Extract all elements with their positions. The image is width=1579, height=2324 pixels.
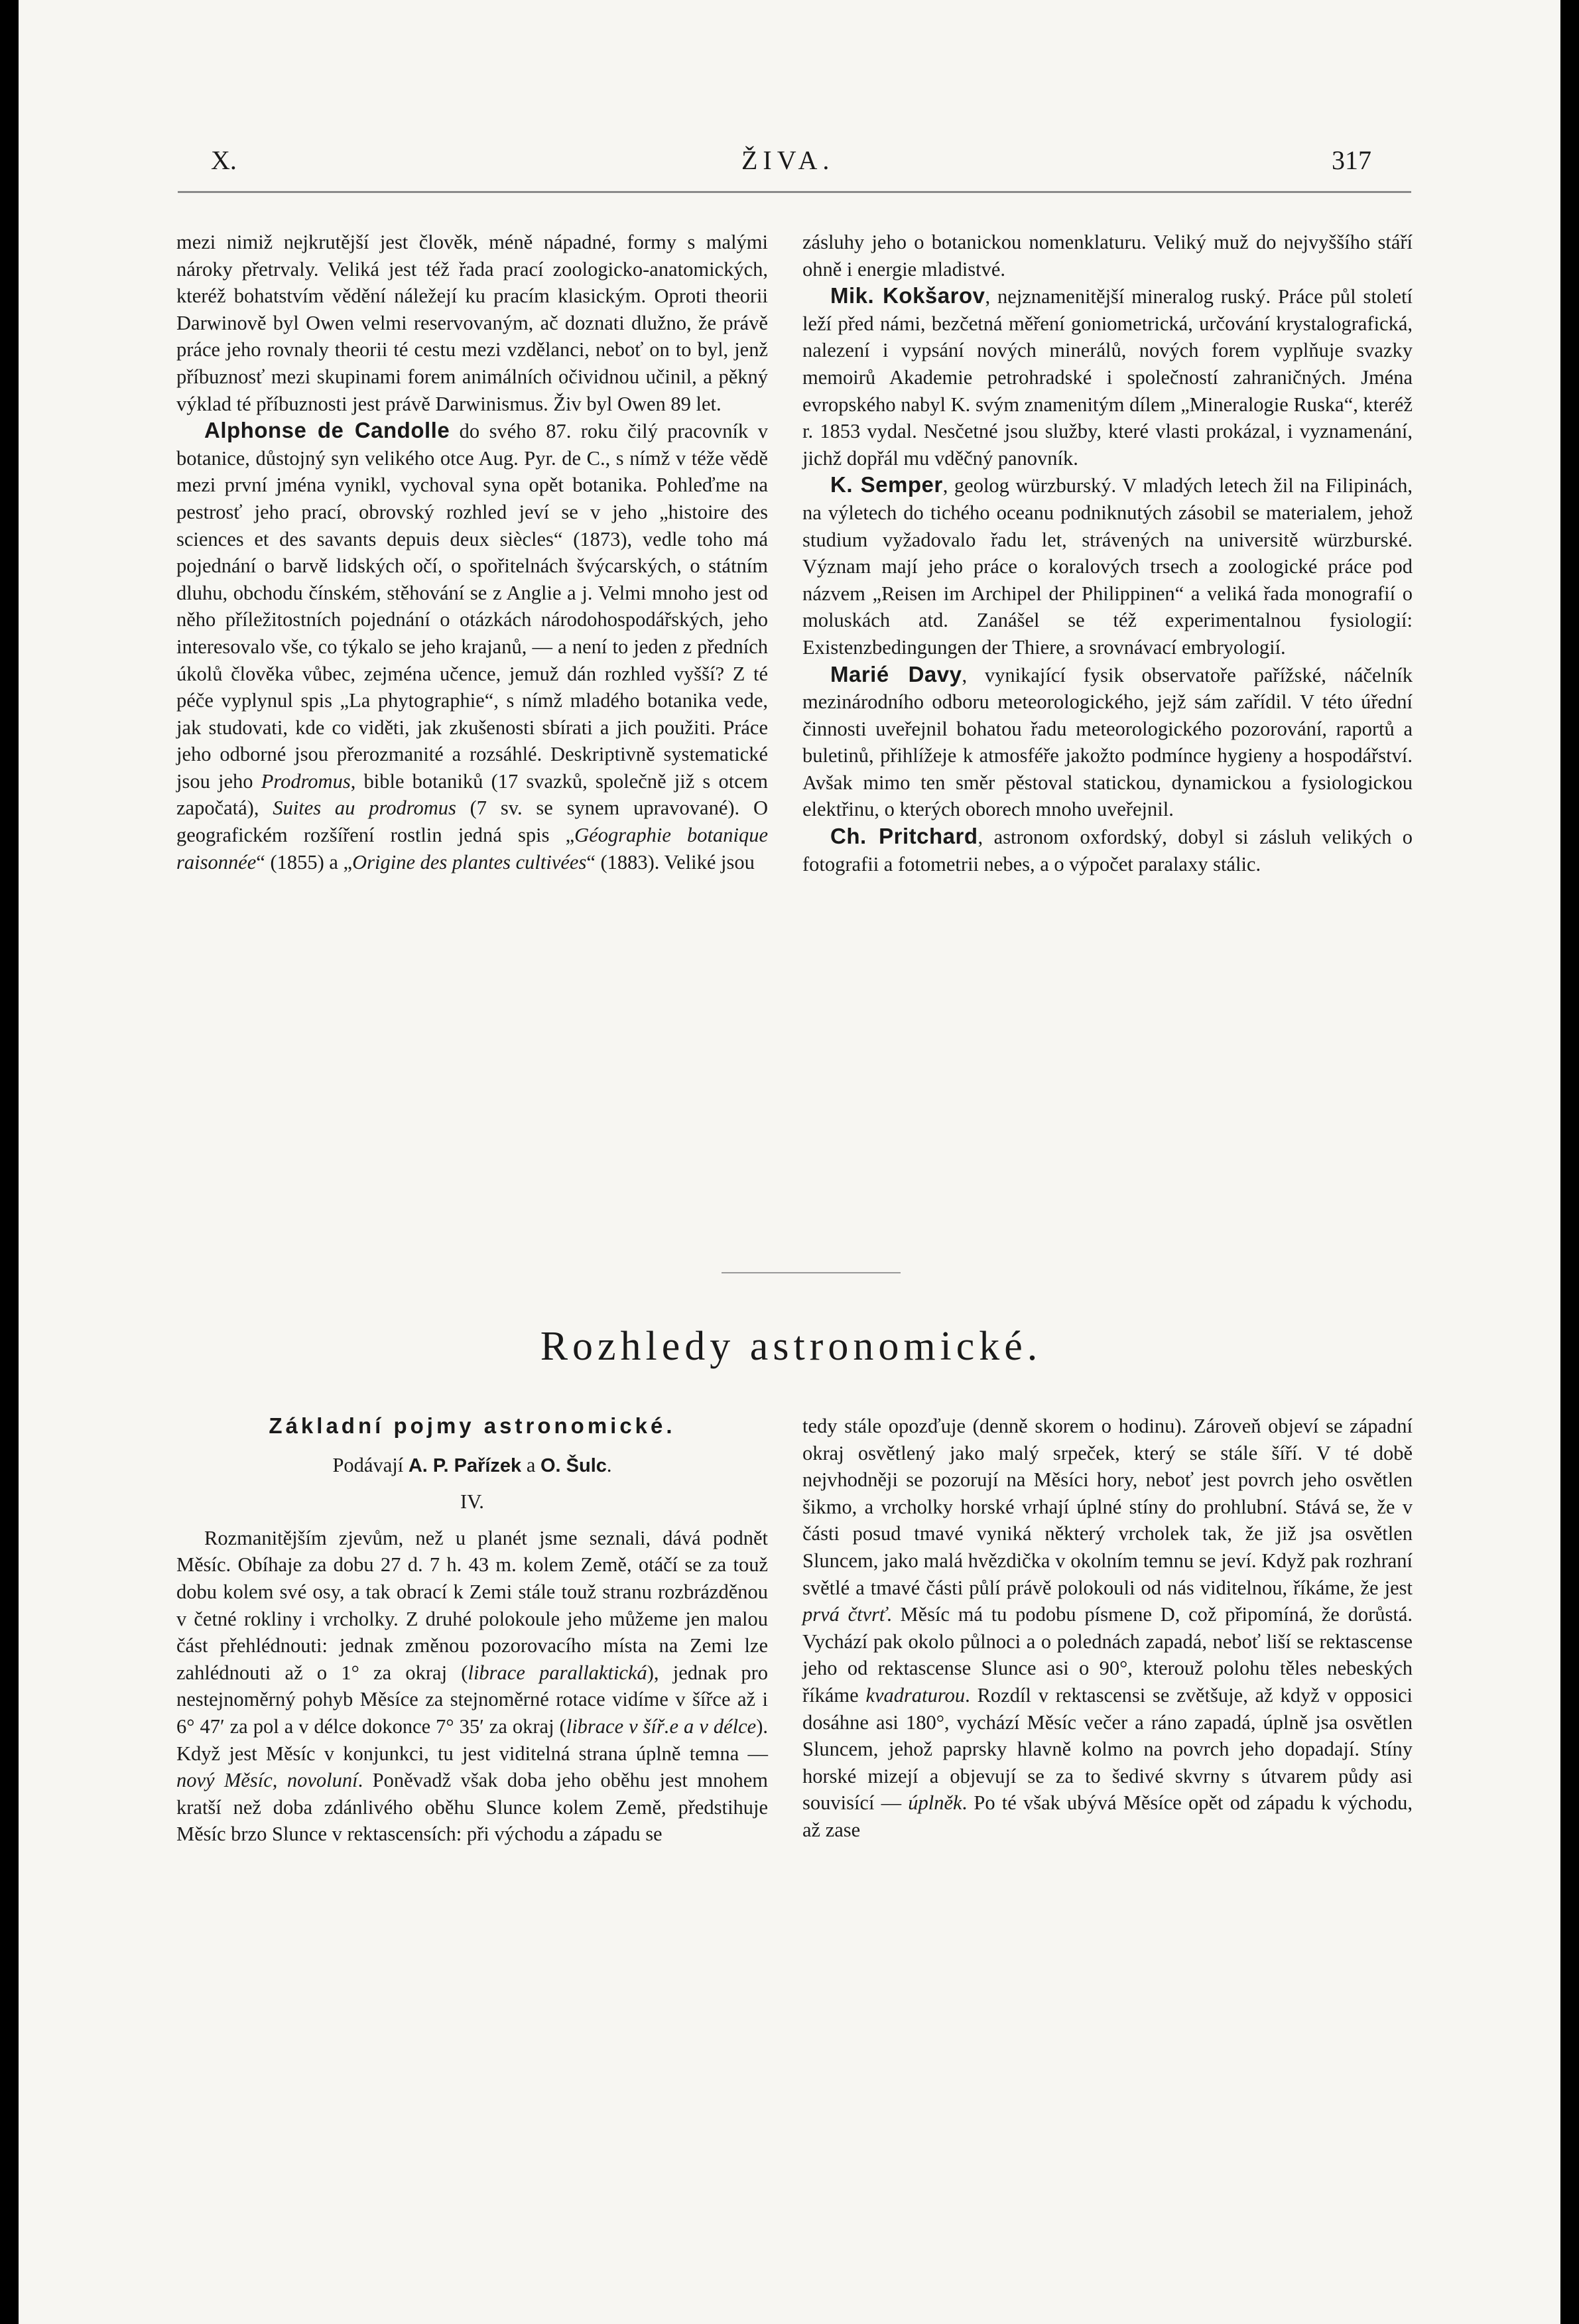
part-number: IV.	[460, 1490, 484, 1514]
running-header	[19, 145, 1564, 178]
text-run: do svého 87. roku čilý pracovník v botanice, důstojný syn velikého otce Aug. Pyr. de C., s nímž v téže vědě mezi první jména vynikl, vychoval syna opět botanika. Pohleďme na pestrosť jeho prací, obrovský rozhled jeví se v jeho „histoire des sciences et des savants depuis deux siècles“ (1873), vedle toho má pojednání o barvě lidských očí, o spořitelnách švýcarských, o státním dluhu, obchodu čínském, stěhování se z Anglie a j. Velmi mnoho jest od něho příležitostních pojednání o otázkách národohospodářských, jeho interesovalo vše, co týkalo se jeho krajanů, — a není to jeden z předních úkolů člověka vůbec, zejména učence, jemuž dán rozhled vyšší? Z té péče vyplynul spis „La phytographie“, s nímž mladého botanika vede, jak studovati, kde co viděti, jak zkušenosti sbírati a jich použiti. Práce jeho odborné jsou přerozmanité a rozsáhlé. Deskriptivně systematické jsou jeho	[176, 420, 768, 793]
text-run: , vynikající fysik observatoře pařížské, náčelník mezinárodního odboru meteorologického, jejž sám zařídil. V této úřední činnosti uveřejnil bohatou řadu meteorologického pozorování, raportů a buletinů, přihlížeje k atmosféře jakožto podmínce hygieny a hospodářství. Avšak mimo ten směr pěstoval statickou, dynamickou a fysiologickou elektřinu, o kterých oborech mnoho uveřejnil.	[802, 663, 1413, 821]
text-run: . Po té však ubývá Měsíce opět od západu k východu, až zase	[802, 1791, 1413, 1841]
paragraph-candolle-cont: zásluhy jeho o botanickou nomenklaturu. Veliký muž do nejvyššího stáří ohně i energie mladistvé.	[802, 231, 1413, 281]
person-name: Ch. Pritchard	[830, 824, 978, 849]
paragraph-koksarov	[802, 283, 1413, 472]
italic-term: prvá čtvrť	[802, 1603, 887, 1626]
text-run: . Rozdíl v rektascensi se zvětšuje, až když v opposici dosáhne asi 180°, vychází Měsíc večer a ráno zapadá, úplně jsa osvětlen Sluncem, jehož paprsky hlavně kolmo na povrch jeho dopadají. Stíny horské mizejí a objevují se za to šedivé skvrny s útvarem půdy asi souvisící —	[802, 1683, 1413, 1815]
paragraph-pritchard	[802, 823, 1413, 877]
text-run: , bible botaniků (17 svazků, společně již s otcem započatá),	[176, 769, 768, 820]
person-name: Alphonse de Candolle	[204, 418, 450, 443]
page	[19, 0, 1564, 2324]
paragraph-moon	[176, 1525, 768, 1848]
author-name: O. Šulc	[540, 1454, 607, 1476]
italic-title: Suites au prodromus	[273, 797, 456, 820]
paragraph-owen: mezi nimiž nejkrutější jest člověk, méně nápadné, formy s malými nároky přetrvaly. Veliká jest též řada prací zoologicko-anatomických, kteréž bohatstvím vědění náležejí ku pracím klasickým. Oproti theorii Darwinově byl Owen velmi reservovaným, ač doznati dlužno, že právě práce jeho rovnaly theorii té cestu mezi vzdělanci, neboť on to byl, jenž příbuznosť mezi skupinami forem animálních očividnou učinil, a pěkný výklad té příbuznosti jest právě Darwinismus. Živ byl Owen 89 let.	[176, 231, 768, 415]
column-right-top	[802, 229, 1413, 877]
text-run: ). Když jest Měsíc v konjunkci, tu jest viditelná strana úplně temna —	[176, 1714, 768, 1765]
text-run: (7 sv. se synem upravované). O geografickém rozšíření rostlin jedná spis „	[176, 797, 768, 847]
author-name: A. P. Pařízek	[408, 1454, 522, 1476]
italic-title: Origine des plantes cultivées	[352, 850, 587, 873]
italic-title: Prodromus	[261, 769, 351, 793]
text-run: , geolog würzburský. V mladých letech žil na Filipinách, na výletech do tichého oceanu podniknutých zásobil se materialem, jehož studium vyžadovalo řadu let, strávených na universitě würzburské. Význam mají jeho práce o koralových trsech a zoologické práce pod názvem „Reisen im Archipel der Philippinen“ a veliká řada monografií o moluskách atd. Zanášel se též experimentalnou fysiologií: Existenzbedingungen der Thiere, a srovnávací embryologií.	[802, 474, 1413, 659]
italic-term: librace v šíř.e a v délce	[566, 1714, 757, 1738]
paragraph-semper	[802, 472, 1413, 661]
page-number: 317	[1332, 145, 1371, 175]
text-run: ), jednak pro nestejnoměrný pohyb Měsíce za stejnoměrné rotace vidíme v šířce až i 6° 47′ za pol a v délce dokonce 7° 35′ za okraj (	[176, 1661, 768, 1738]
italic-term: kvadraturou	[865, 1683, 966, 1707]
column-left-top	[176, 229, 768, 875]
journal-title: ŽIVA.	[741, 145, 835, 175]
header-rule	[178, 191, 1411, 193]
byline-text: .	[606, 1453, 612, 1476]
section-separator	[722, 1272, 901, 1273]
text-run: tedy stále opozďuje (denně skorem o hodinu). Zároveň objeví se západní okraj osvětlený jako malý srpeček, který se stále šíří. V té době nejvhodněji se pozorují na Měsíci hory, neboť jest povrch jeho osvětlen šikmo, a vrcholky horské vrhají úplné stíny do prohlubní. Stává se, že v části posud tmavé vyniká některý vrcholek tak, že již jsa osvětlen Sluncem, jako malá hvězdička v okolním temnu se jeví. Když pak rozhraní světlé a tmavé části půlí právě polokouli od nás viditelnou, říkáme, že jest	[802, 1415, 1413, 1599]
article-byline	[176, 1452, 768, 1480]
volume-number: X.	[211, 145, 237, 175]
text-run: Rozmanitějším zjevům, než u planét jsme seznali, dává podnět Měsíc. Obíhaje za dobu 27 d. 7 h. 43 m. kolem Země, otáčí se za touž dobu kolem své osy, a tak obrací k Zemi stále touž stranu rozbrázděnou v četné rokliny i vrcholky. Z druhé polokoule jeho můžeme jen malou část přehlédnouti: jednak změnou pozorovacího místa na Zemi lze zahlédnouti až o 1° za okraj (	[176, 1526, 768, 1684]
paragraph-candolle	[176, 417, 768, 875]
article-title: Základní pojmy astronomické.	[269, 1413, 676, 1438]
text-run: , astronom oxfordský, dobyl si zásluh velikých o fotografii a fotometrii nebes, a o výpočet paralaxy stálic.	[802, 826, 1413, 875]
scan-border-left	[0, 0, 19, 2324]
person-name: Mik. Kokšarov	[830, 283, 985, 308]
column-right-bottom	[802, 1413, 1413, 1844]
paragraph-moon-cont	[802, 1413, 1413, 1844]
text-run: , nejznamenitější mineralog ruský. Práce půl století leží před námi, bezčetná měření goniometrická, určování krystalografická, nalezení i vypsání nových minerálů, nových forem vyplňuje svazky memoirů Akademie petrohradské i společností zahraničných. Jména evropského nabyl K. svým znamenitým dílem „Mineralogie Ruska“, kteréž r. 1853 vydal. Nesčetné jsou služby, které vlasti prokázal, i vyznamenání, jichž dopřál mu vděčný panovník.	[802, 285, 1413, 470]
italic-term: úplněk	[908, 1791, 962, 1815]
text-run: . Měsíc má tu podobu písmene D, což připomíná, že dorůstá. Vychází pak okolo půlnoci a o polednách zapadá, neboť liší se rektascense jeho od rektascense Slunce asi o 90°, kterouž polohu těles nebeských říkáme	[802, 1603, 1413, 1707]
person-name: Marié Davy	[830, 661, 962, 686]
byline-text: Podávají	[332, 1453, 409, 1476]
italic-term: nový Měsíc, novoluní	[176, 1769, 358, 1792]
section-title: Rozhledy astronomické.	[540, 1324, 1042, 1369]
text-run: . Poněvadž však doba jeho oběhu jest mnohem kratší než doba zdánlivého oběhu Slunce kolem Země, předstihuje Měsíc brzo Slunce v rektascensích: při východu a západu se	[176, 1769, 768, 1846]
scan-border-right	[1560, 0, 1579, 2324]
text-run: “ (1855) a „	[256, 850, 353, 873]
italic-term: librace parallaktická	[468, 1661, 647, 1684]
paragraph-davy	[802, 661, 1413, 824]
text-run: “ (1883). Veliké jsou	[586, 850, 755, 873]
column-left-bottom	[176, 1413, 768, 1848]
byline-text: a	[521, 1453, 540, 1476]
italic-title: Géographie botanique raisonnée	[176, 824, 768, 873]
person-name: K. Semper	[830, 472, 943, 497]
